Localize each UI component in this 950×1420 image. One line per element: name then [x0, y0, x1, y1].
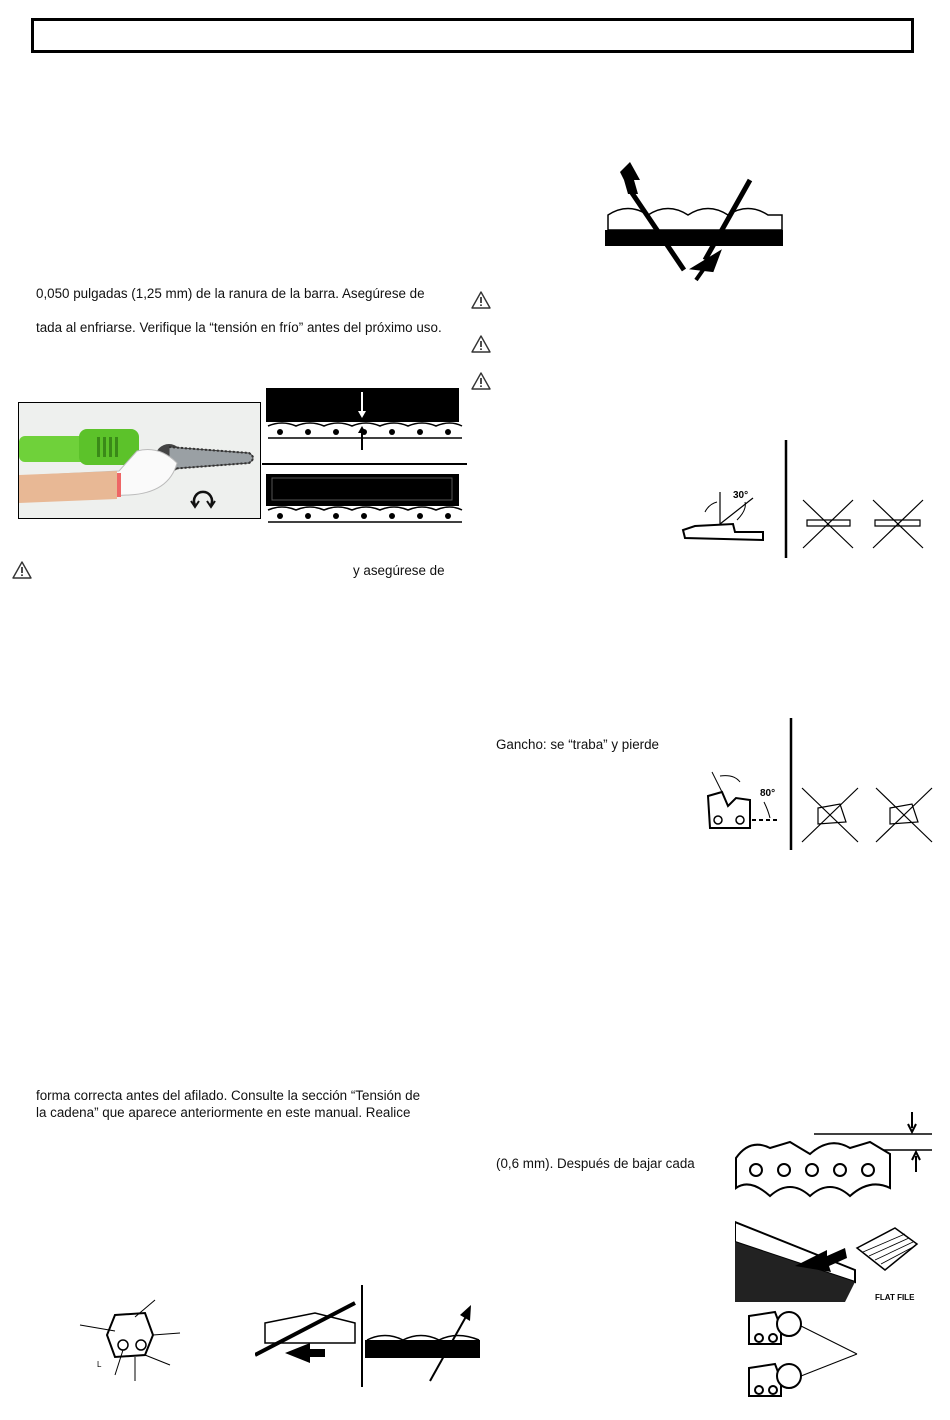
- warning-line-text: y asegúrese de: [353, 563, 445, 578]
- warning-triangle-icon: [471, 291, 491, 309]
- svg-text:L: L: [97, 1360, 102, 1369]
- warning-triangle-icon: [471, 372, 491, 390]
- svg-text:FLAT FILE: FLAT FILE: [875, 1293, 915, 1302]
- depth-text: (0,6 mm). Después de bajar cada: [496, 1156, 695, 1171]
- hook-text: Gancho: se “traba” y pierde: [496, 737, 660, 752]
- flat-file-diagram: [735, 1212, 920, 1304]
- header-box: [31, 18, 914, 53]
- para-1-line-1: 0,050 pulgadas (1,25 mm) de la ranura de la barra. Asegúrese de: [36, 286, 425, 301]
- svg-text:80°: 80°: [760, 788, 776, 799]
- chain-tension-photo: [18, 402, 261, 519]
- svg-text:30°: 30°: [733, 490, 749, 501]
- cutter-parts-diagram: [75, 1295, 190, 1385]
- top-plate-angle-diagram: [675, 440, 935, 560]
- depth-gauge-shape-diagram: [745, 1306, 860, 1402]
- depth-gauge-diagram: [730, 1108, 935, 1203]
- warning-triangle-icon: [471, 335, 491, 353]
- para-1-line-2: tada al enfriarse. Verifique la “tensión en frío” antes del próximo uso.: [36, 320, 442, 335]
- para-2-line-1: forma correcta antes del afilado. Consulte la sección “Tensión de: [36, 1088, 421, 1103]
- para-2-line-2: la cadena” que aparece anteriormente en este manual. Realice: [36, 1105, 411, 1120]
- chain-tension-diagram: [262, 386, 467, 531]
- side-plate-angle-diagram: [700, 716, 940, 852]
- filing-direction-diagram: [255, 1283, 483, 1388]
- warning-triangle-icon: [12, 561, 32, 579]
- file-angle-diagram: [600, 160, 785, 288]
